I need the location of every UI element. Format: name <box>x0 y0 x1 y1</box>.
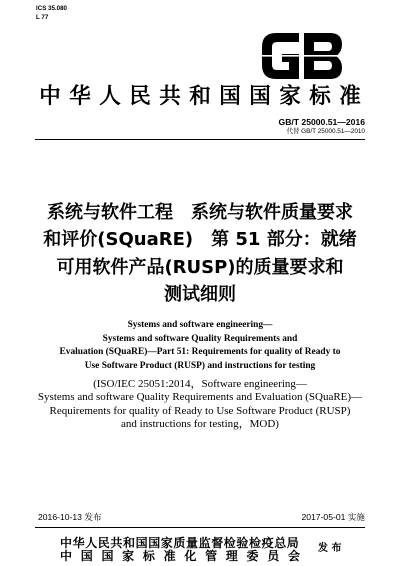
equivalence-line: (ISO/IEC 25051:2014，Software engineering— <box>93 378 307 390</box>
bottom-divider <box>35 527 365 528</box>
chinese-title-line: 可用软件产品(RUSP)的质量要求和 <box>56 256 344 278</box>
top-divider <box>35 139 365 140</box>
replaced-standard: 代替 GB/T 25000.51—2010 <box>286 127 365 135</box>
chinese-title-line: 系统与软件工程 系统与软件质量要求 <box>47 202 353 223</box>
issuer-aqsiq: 中华人民共和国国家质量监督检验检疫总局 <box>60 536 300 550</box>
masthead-title: 中华人民共和国国家标准 <box>39 84 370 109</box>
equivalence-line: Systems and software Quality Requirements and Evaluation (SQuaRE)— <box>37 391 363 404</box>
english-title-line: Systems and software engineering— <box>127 320 273 330</box>
implementation-date: 2017-05-01 实施 <box>301 512 365 522</box>
english-title-line: Systems and software Quality Requirements and <box>102 333 298 344</box>
english-title-line: Evaluation (SQuaRE)—Part 51: Requirements for quality of Ready to <box>59 347 341 358</box>
chinese-title-line: 测试细则 <box>164 283 236 305</box>
issuing-authorities <box>60 537 300 563</box>
chinese-title-line: 和评价(SQuaRE) 第 51 部分：就绪 <box>43 229 357 251</box>
standard-number: GB/T 25000.51—2016 <box>278 117 365 127</box>
equivalence-line: and instructions for testing，MOD) <box>121 418 279 431</box>
gb-logo-stripe <box>262 55 342 57</box>
english-title <box>0 319 400 373</box>
issue-label: 发 布 <box>318 543 342 554</box>
issuer-sac: 中 国 国 家 标 准 化 管 理 委 员 会 <box>60 549 300 563</box>
ics-code: ICS 35.080 <box>36 5 67 12</box>
equivalence-line: Requirements for quality of Ready to Use Software Product (RUSP) <box>49 404 351 417</box>
english-title-line: Use Software Product (RUSP) and instructions for testing <box>84 360 316 371</box>
gb-logo-icon <box>262 33 342 79</box>
international-equivalence <box>0 378 400 432</box>
chinese-title <box>0 199 400 308</box>
ccs-code: L 77 <box>36 13 49 21</box>
issue-date: 2016-10-13 发布 <box>38 512 102 522</box>
